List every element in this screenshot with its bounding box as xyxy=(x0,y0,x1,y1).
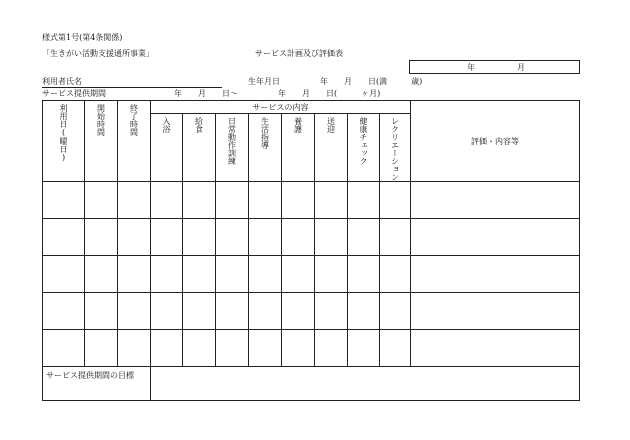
user-name-label: 利用者氏名 xyxy=(42,77,82,86)
table-cell[interactable] xyxy=(151,330,183,367)
table-cell[interactable] xyxy=(118,330,151,367)
service-period-range: 年 月 日～ 年 月 日( ヶ月) xyxy=(174,89,381,98)
table-cell[interactable] xyxy=(216,256,249,293)
table-cell[interactable] xyxy=(380,219,411,256)
service-plan-table xyxy=(42,100,580,401)
table-row xyxy=(43,182,580,219)
service-life-guidance: 生活指導 xyxy=(249,114,282,182)
table-cell[interactable] xyxy=(85,293,118,330)
table-cell[interactable] xyxy=(411,330,580,367)
table-cell[interactable] xyxy=(249,182,282,219)
table-cell[interactable] xyxy=(183,330,216,367)
table-cell[interactable] xyxy=(43,219,85,256)
table-cell[interactable] xyxy=(43,256,85,293)
table-cell[interactable] xyxy=(282,182,315,219)
table-cell[interactable] xyxy=(249,293,282,330)
table-cell[interactable] xyxy=(118,256,151,293)
table-body xyxy=(43,182,580,367)
table-cell[interactable] xyxy=(348,330,380,367)
table-cell[interactable] xyxy=(151,293,183,330)
table-cell[interactable] xyxy=(315,293,348,330)
table-cell[interactable] xyxy=(151,256,183,293)
table-cell[interactable] xyxy=(151,182,183,219)
table-cell[interactable] xyxy=(249,219,282,256)
table-cell[interactable] xyxy=(282,256,315,293)
table-row xyxy=(43,256,580,293)
table-cell[interactable] xyxy=(348,219,380,256)
form-number: 様式第1号(第4条関係) xyxy=(42,33,123,42)
table-cell[interactable] xyxy=(43,330,85,367)
table-cell[interactable] xyxy=(216,293,249,330)
date-year-label: 年 xyxy=(467,63,475,72)
service-transport: 送迎 xyxy=(315,114,348,182)
table-cell[interactable] xyxy=(85,182,118,219)
user-name-field[interactable] xyxy=(42,87,222,88)
table-cell[interactable] xyxy=(183,182,216,219)
table-cell[interactable] xyxy=(282,219,315,256)
service-bathing: 入浴 xyxy=(151,114,183,182)
table-cell[interactable] xyxy=(380,182,411,219)
table-cell[interactable] xyxy=(411,256,580,293)
table-cell[interactable] xyxy=(216,219,249,256)
table-cell[interactable] xyxy=(348,182,380,219)
table-cell[interactable] xyxy=(183,219,216,256)
table-cell[interactable] xyxy=(216,330,249,367)
table-cell[interactable] xyxy=(43,293,85,330)
table-cell[interactable] xyxy=(282,330,315,367)
table-cell[interactable] xyxy=(315,330,348,367)
table-cell[interactable] xyxy=(315,256,348,293)
table-cell[interactable] xyxy=(348,293,380,330)
table-cell[interactable] xyxy=(380,330,411,367)
col-header-date: 利用日(曜日) xyxy=(43,101,85,182)
goal-label: サービス提供期間の目標 xyxy=(43,367,151,401)
table-cell[interactable] xyxy=(380,256,411,293)
table-row xyxy=(43,219,580,256)
service-meals: 給食 xyxy=(183,114,216,182)
service-period-label: サービス提供期間 xyxy=(42,89,106,98)
table-cell[interactable] xyxy=(282,293,315,330)
table-cell[interactable] xyxy=(85,256,118,293)
table-cell[interactable] xyxy=(118,182,151,219)
table-cell[interactable] xyxy=(183,256,216,293)
birth-date-text: 生年月日 年 月 日(満 歳) xyxy=(248,77,423,86)
table-cell[interactable] xyxy=(249,330,282,367)
date-month-label: 月 xyxy=(517,63,525,72)
col-header-start-time: 開始時間 xyxy=(85,101,118,182)
table-cell[interactable] xyxy=(411,293,580,330)
table-cell[interactable] xyxy=(348,256,380,293)
service-daily-training: 日常動作訓練 xyxy=(216,114,249,182)
document-title: サービス計画及び評価表 xyxy=(255,49,343,58)
table-cell[interactable] xyxy=(151,219,183,256)
program-name: 「生きがい活動支援通所事業」 xyxy=(42,49,154,58)
goal-field[interactable] xyxy=(151,367,580,401)
service-recreation: レクリエーション xyxy=(380,114,411,182)
table-cell[interactable] xyxy=(118,293,151,330)
table-cell[interactable] xyxy=(216,182,249,219)
table-cell[interactable] xyxy=(411,219,580,256)
table-cell[interactable] xyxy=(380,293,411,330)
table-row xyxy=(43,293,580,330)
table-cell[interactable] xyxy=(411,182,580,219)
services-header: サービスの内容 xyxy=(151,101,411,114)
table-cell[interactable] xyxy=(43,182,85,219)
col-header-end-time: 終了時間 xyxy=(118,101,151,182)
service-health-check: 健康チェック xyxy=(348,114,380,182)
table-cell[interactable] xyxy=(183,293,216,330)
table-cell[interactable] xyxy=(118,219,151,256)
service-care: 養護 xyxy=(282,114,315,182)
table-cell[interactable] xyxy=(249,256,282,293)
table-cell[interactable] xyxy=(315,182,348,219)
table-cell[interactable] xyxy=(315,219,348,256)
table-cell[interactable] xyxy=(85,219,118,256)
table-cell[interactable] xyxy=(85,330,118,367)
date-box[interactable] xyxy=(409,60,580,74)
col-header-evaluation: 評価・内容等 xyxy=(411,101,580,182)
table-row xyxy=(43,330,580,367)
